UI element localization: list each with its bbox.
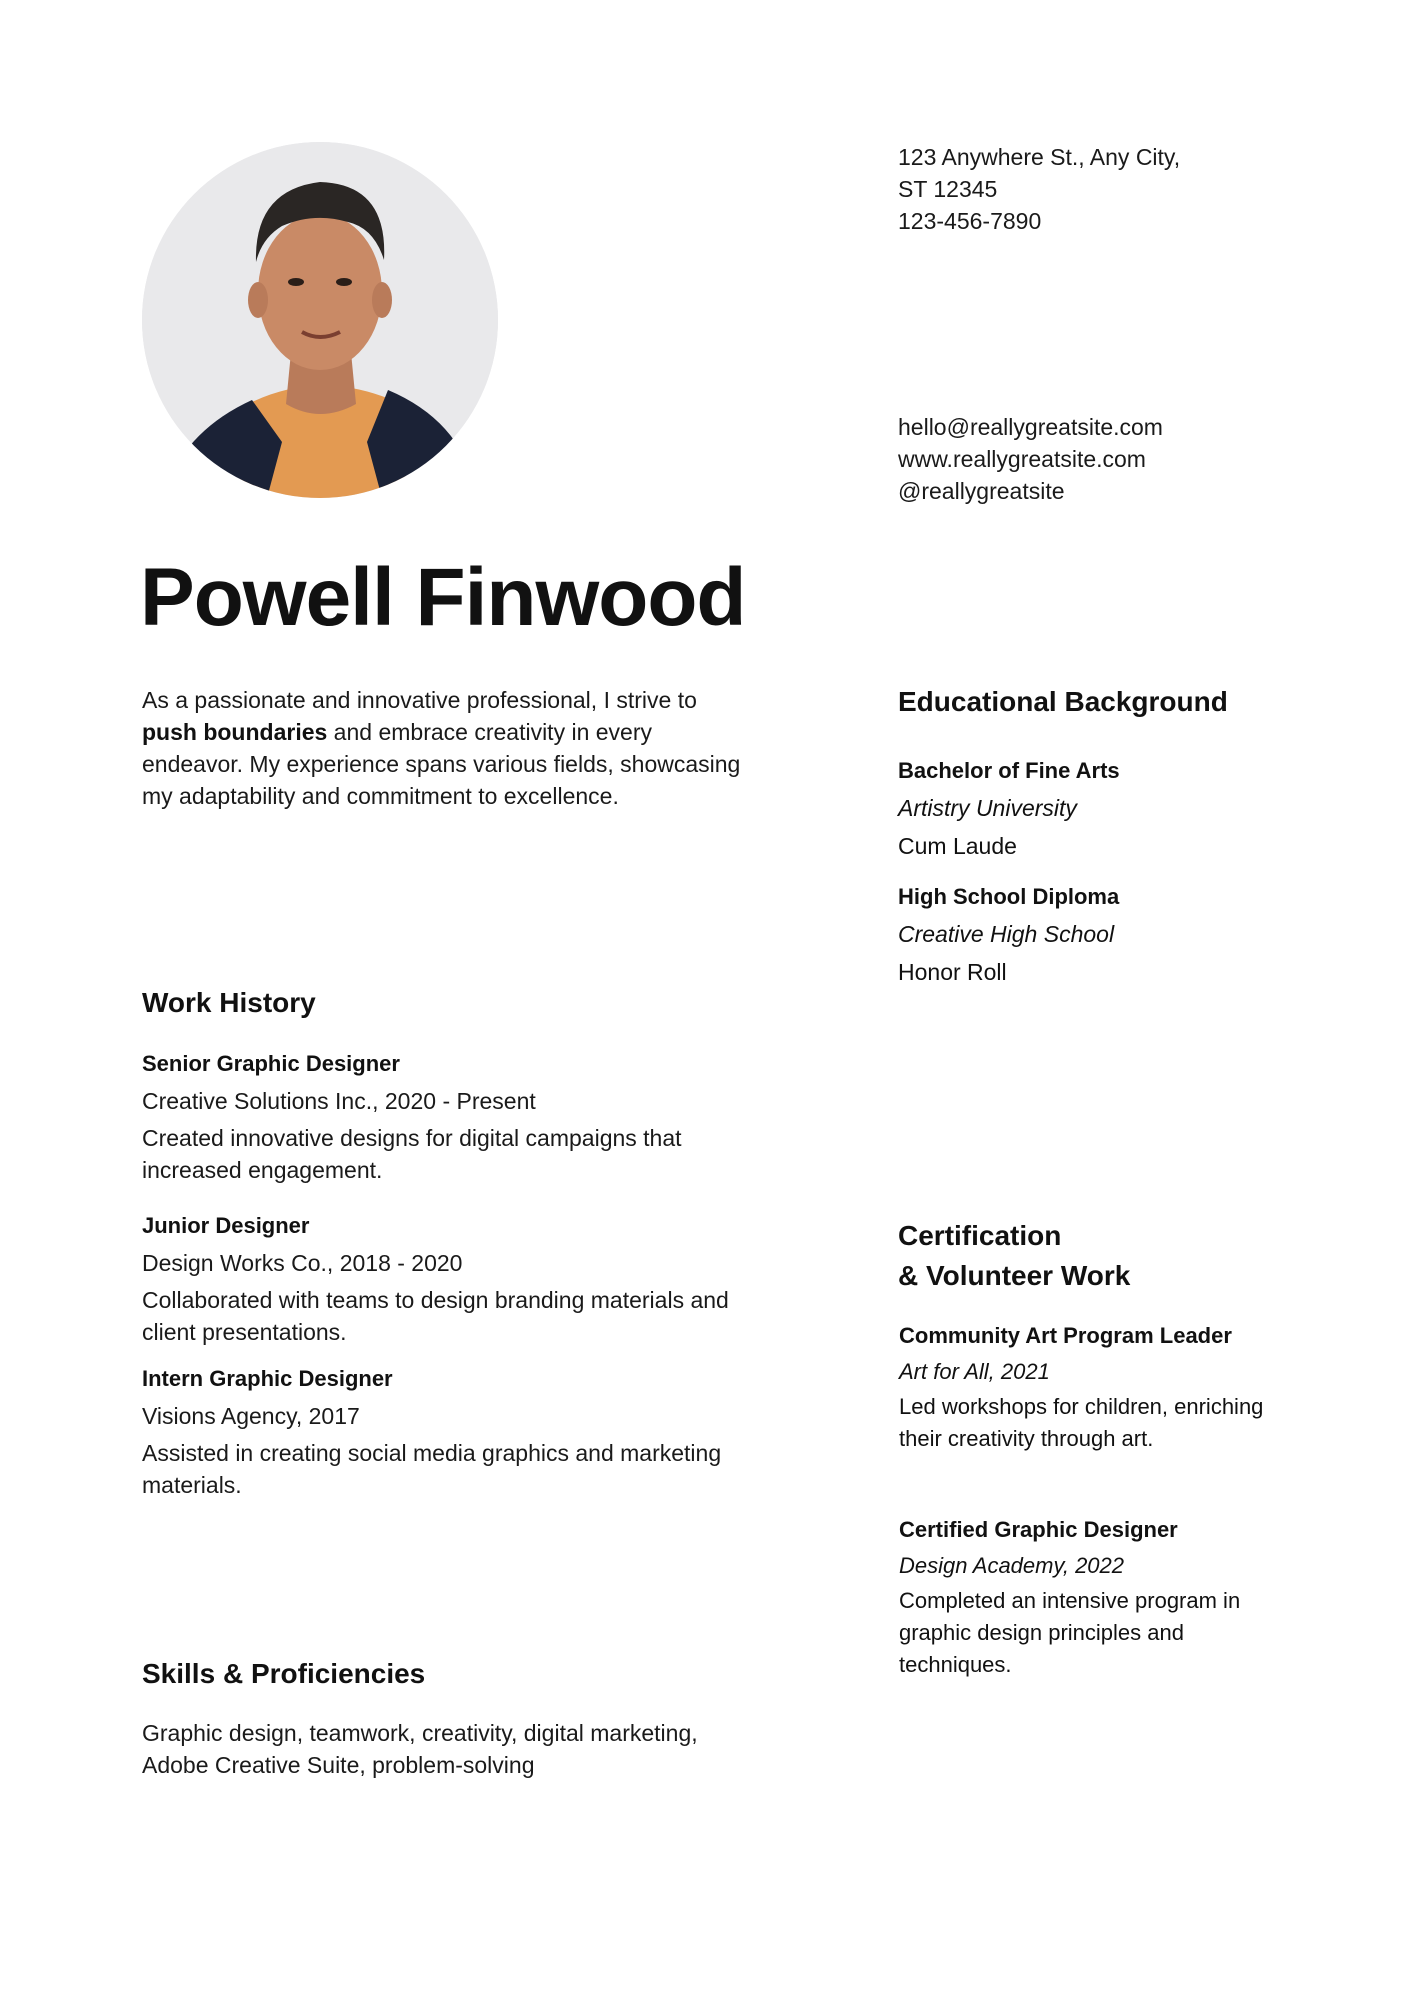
contact-online-block [898,411,1163,507]
education-school: Creative High School [898,921,1115,947]
page-title: Powell Finwood [140,552,746,643]
address-line-2: ST 12345 [898,176,998,202]
education-entry [898,756,1338,862]
education-degree: Bachelor of Fine Arts [898,758,1120,783]
certification-description: Led workshops for children, enriching their creativity through art. [899,1394,1264,1451]
work-history-heading: Work History [142,987,316,1018]
email-address[interactable]: hello@reallygreatsite.com [898,414,1163,440]
skills-list: Graphic design, teamwork, creativity, digital marketing, Adobe Creative Suite, problem-solving [142,1720,698,1778]
job-title: Junior Designer [142,1213,310,1238]
certification-heading [898,1216,1338,1296]
education-degree: High School Diploma [898,884,1120,909]
certification-description: Completed an intensive program in graphic design principles and techniques. [899,1588,1241,1677]
education-entry [898,882,1338,988]
portrait-image [142,142,498,498]
intro-text-after: and embrace creativity in every endeavor. My experience spans various fields, showcasing my adaptability and commitment to excellence. [142,719,741,809]
job-company-dates: Design Works Co., 2018 - 2020 [142,1250,463,1276]
contact-address-block [898,141,1180,237]
job-company-dates: Visions Agency, 2017 [142,1403,360,1429]
education-honor: Honor Roll [898,959,1007,985]
certification-org: Design Academy, 2022 [899,1553,1125,1578]
intro-emphasis: push boundaries [142,719,328,745]
job-entry [142,1364,742,1501]
job-entry [142,1211,742,1348]
job-description: Assisted in creating social media graphics and marketing materials. [142,1440,722,1498]
intro-paragraph [142,684,742,812]
certification-heading-line-2: & Volunteer Work [898,1260,1131,1291]
certification-title: Community Art Program Leader [899,1323,1232,1348]
job-description: Created innovative designs for digital campaigns that increased engagement. [142,1125,682,1183]
job-company-dates: Creative Solutions Inc., 2020 - Present [142,1088,536,1114]
phone-number: 123-456-7890 [898,208,1042,234]
social-handle[interactable]: @reallygreatsite [898,478,1065,504]
profile-photo [142,142,498,498]
skills-heading: Skills & Proficiencies [142,1658,426,1689]
intro-text-before: As a passionate and innovative professional, I strive to [142,687,697,713]
certification-org: Art for All, 2021 [899,1359,1050,1384]
job-title: Intern Graphic Designer [142,1366,393,1391]
website-link[interactable]: www.reallygreatsite.com [898,446,1146,472]
certification-heading-line-1: Certification [898,1220,1062,1251]
address-line-1: 123 Anywhere St., Any City, [898,144,1181,170]
job-entry [142,1049,742,1186]
education-school: Artistry University [898,795,1077,821]
job-title: Senior Graphic Designer [142,1051,400,1076]
education-honor: Cum Laude [898,833,1017,859]
job-description: Collaborated with teams to design branding materials and client presentations. [142,1287,729,1345]
certification-entry [899,1515,1299,1681]
certification-title: Certified Graphic Designer [899,1517,1178,1542]
certification-entry [899,1321,1299,1455]
education-heading: Educational Background [898,686,1228,717]
